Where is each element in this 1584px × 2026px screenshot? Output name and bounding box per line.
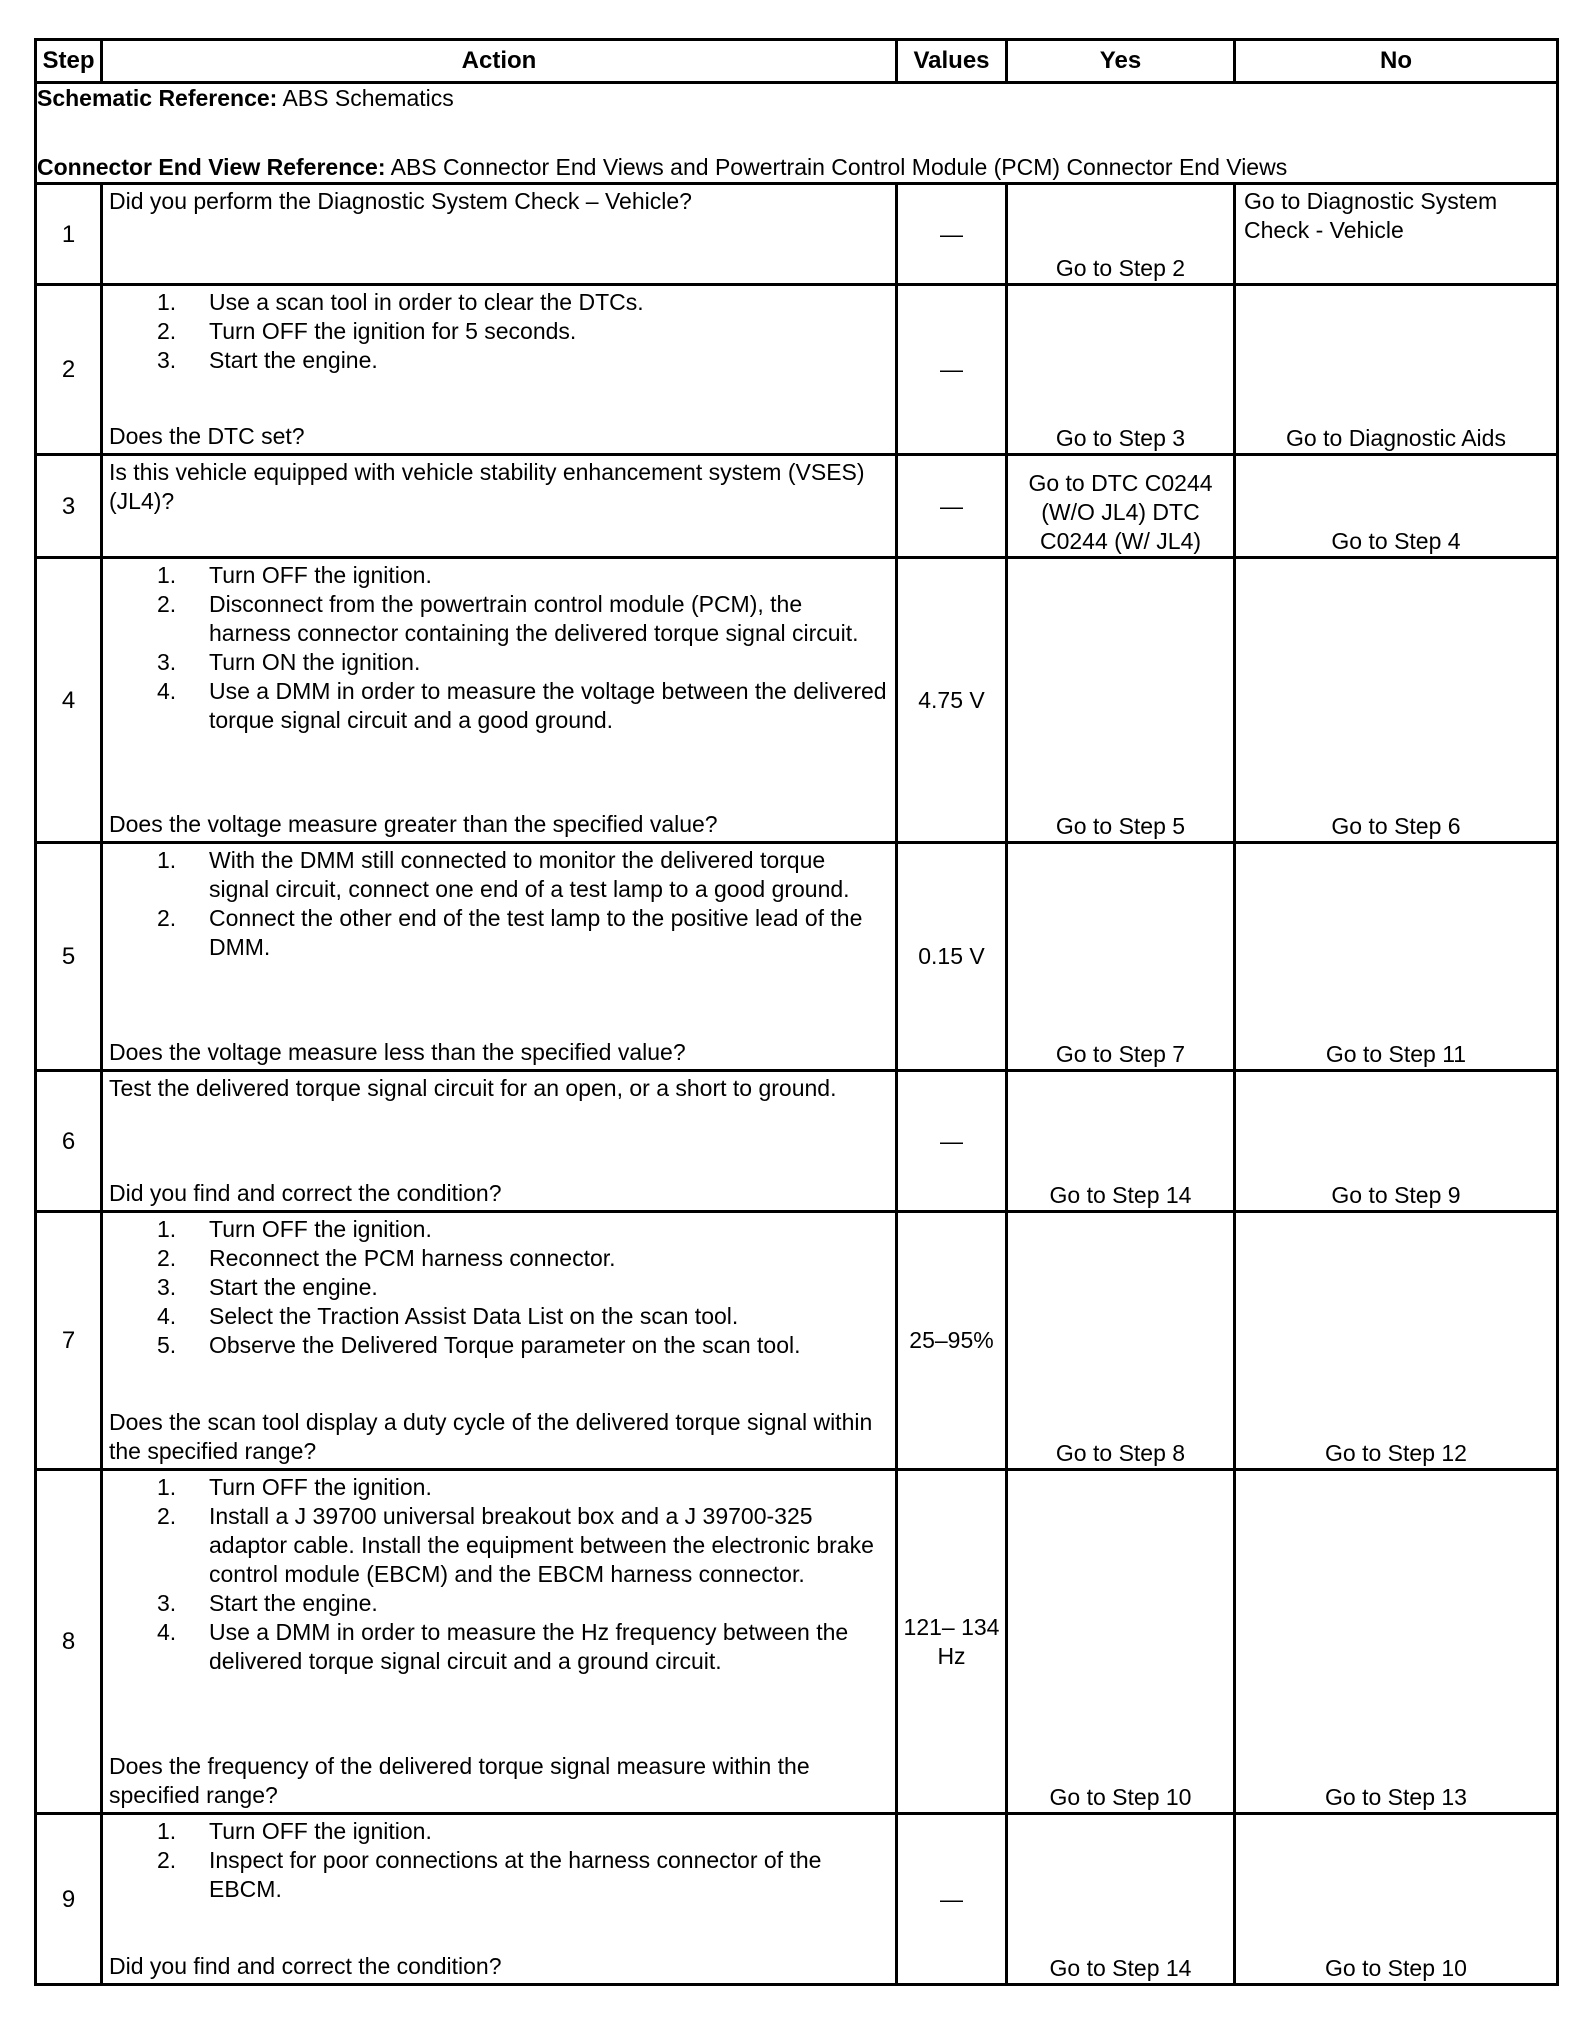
action-content [103,1815,895,1983]
yes-cell [1007,1212,1235,1470]
yes-cell [1007,843,1235,1071]
action-question: Does the voltage measure less than the specified value? [109,1039,686,1065]
action-cell [102,1071,897,1212]
action-cell [102,1814,897,1985]
table-row [36,843,1558,1071]
table-row [36,558,1558,843]
header-yes: Yes [1007,40,1235,83]
no-cell [1235,184,1558,285]
action-step-item: Turn OFF the ignition. [209,562,432,588]
action-step-item: Turn OFF the ignition for 5 seconds. [209,318,577,344]
value-cell: — [897,285,1007,455]
yes-cell [1007,455,1235,558]
yes-cell [1007,184,1235,285]
action-text: Is this vehicle equipped with vehicle stability enhancement system (VSES) (JL4)? [109,459,865,514]
yes-cell [1007,558,1235,843]
step-number: 1 [36,184,102,285]
action-question: Does the voltage measure greater than the specified value? [109,811,718,837]
yes-action-link: Go to DTC C0244 (W/O JL4) DTC C0244 (W/ JL4) [1028,470,1213,554]
value-cell: 121– 134 Hz [897,1470,1007,1814]
schematic-reference [37,84,1556,113]
connector-reference [37,153,1556,182]
no-cell [1235,285,1558,455]
no-action-link: Go to Step 6 [1331,813,1461,839]
action-step-item: Inspect for poor connections at the harness connector of the EBCM. [209,1847,822,1902]
header-step: Step [36,40,102,83]
diagnostic-table [34,38,1559,1986]
header-row [36,40,1558,83]
yes-cell [1007,1470,1235,1814]
action-content [103,286,895,453]
reference-cell [36,83,1558,184]
yes-action-link: Go to Step 2 [1055,255,1186,281]
no-action-link: Go to Step 13 [1325,1784,1467,1810]
step-number: 8 [36,1470,102,1814]
yes-action-link: Go to Step 14 [1049,1955,1192,1981]
no-cell [1235,455,1558,558]
yes-action-link: Go to Step 10 [1049,1784,1192,1810]
action-question: Does the scan tool display a duty cycle of the delivered torque signal within the specified range? [109,1409,873,1464]
action-steps [109,1473,889,1676]
action-content [103,1072,895,1210]
value-cell: — [897,1814,1007,1985]
value-cell: — [897,455,1007,558]
action-question: Does the frequency of the delivered torque signal measure within the specified range? [109,1753,810,1808]
value-cell: — [897,184,1007,285]
step-number: 5 [36,843,102,1071]
yes-action-link: Go to Step 7 [1055,1041,1186,1067]
no-cell [1235,1814,1558,1985]
step-number: 3 [36,455,102,558]
action-cell [102,455,897,558]
table-row [36,285,1558,455]
value-cell: 0.15 V [897,843,1007,1071]
action-step-item: Turn OFF the ignition. [209,1216,432,1242]
action-step-item: Turn OFF the ignition. [209,1474,432,1500]
table-row [36,1071,1558,1212]
action-step-item: Use a DMM in order to measure the Hz frequency between the delivered torque signal circuit and a ground circuit. [209,1619,849,1674]
action-steps [109,1215,889,1360]
no-cell [1235,1071,1558,1212]
action-cell [102,1470,897,1814]
header-values: Values [897,40,1007,83]
action-step-item: Install a J 39700 universal breakout box and a J 39700-325 adaptor cable. Install the equipment between the electronic brake control module (EBCM) and the EBCM harness connector. [209,1503,874,1587]
no-action-link: Go to Diagnostic Aids [1286,425,1506,451]
no-action-link: Go to Step 12 [1325,1440,1467,1466]
value-cell: — [897,1071,1007,1212]
reference-row [36,83,1558,184]
connector-reference-text: ABS Connector End Views and Powertrain Control Module (PCM) Connector End Views [385,154,1288,180]
value-cell: 4.75 V [897,558,1007,843]
yes-cell [1007,285,1235,455]
no-cell [1235,558,1558,843]
table-row [36,455,1558,558]
schematic-reference-text: ABS Schematics [277,85,454,111]
action-step-item: Use a scan tool in order to clear the DTCs. [209,289,644,315]
action-step-item: With the DMM still connected to monitor the delivered torque signal circuit, connect one end of a test lamp to a good ground. [209,847,850,902]
action-step-item: Turn OFF the ignition. [209,1818,432,1844]
action-text: Test the delivered torque signal circuit for an open, or a short to ground. [109,1075,837,1101]
action-step-item: Use a DMM in order to measure the voltage between the delivered torque signal circuit and a good ground. [209,678,887,733]
action-question: Did you find and correct the condition? [109,1953,502,1979]
action-steps [109,288,889,375]
step-number: 6 [36,1071,102,1212]
table-row [36,1814,1558,1985]
value-cell: 25–95% [897,1212,1007,1470]
action-content [103,559,895,841]
action-content [103,185,895,283]
action-step-item: Connect the other end of the test lamp to the positive lead of the DMM. [209,905,863,960]
action-steps [109,561,889,735]
yes-action-link: Go to Step 5 [1055,813,1186,839]
step-number: 2 [36,285,102,455]
action-content [103,1471,895,1812]
header-action: Action [102,40,897,83]
no-cell [1235,1212,1558,1470]
no-action-link: Go to Step 10 [1325,1955,1467,1981]
yes-action-link: Go to Step 14 [1049,1182,1192,1208]
action-step-item: Start the engine. [209,347,378,373]
action-steps [109,1817,889,1904]
action-step-item: Turn ON the ignition. [209,649,421,675]
step-number: 4 [36,558,102,843]
action-cell [102,285,897,455]
action-content [103,1213,895,1468]
no-action-link: Go to Step 11 [1325,1041,1467,1067]
action-cell [102,1212,897,1470]
action-step-item: Select the Traction Assist Data List on the scan tool. [209,1303,739,1329]
yes-action-link: Go to Step 3 [1055,425,1186,451]
action-cell [102,558,897,843]
action-text: Did you perform the Diagnostic System Check – Vehicle? [109,188,692,214]
connector-reference-label: Connector End View Reference: [37,154,386,180]
action-cell [102,184,897,285]
action-content [103,844,895,1069]
action-step-item: Start the engine. [209,1274,378,1300]
action-steps [109,846,889,962]
action-step-item: Observe the Delivered Torque parameter on the scan tool. [209,1332,801,1358]
action-question: Did you find and correct the condition? [109,1180,502,1206]
action-question: Does the DTC set? [109,423,305,449]
no-action-link: Go to Step 4 [1331,528,1461,554]
action-step-item: Reconnect the PCM harness connector. [209,1245,616,1271]
no-cell [1235,843,1558,1071]
header-no: No [1235,40,1558,83]
table-row [36,184,1558,285]
schematic-reference-label: Schematic Reference: [37,85,278,111]
action-cell [102,843,897,1071]
table-row [36,1212,1558,1470]
yes-cell [1007,1814,1235,1985]
step-number: 9 [36,1814,102,1985]
yes-action-link: Go to Step 8 [1055,1440,1186,1466]
action-step-item: Start the engine. [209,1590,378,1616]
action-content [103,456,895,556]
yes-cell [1007,1071,1235,1212]
no-action-link: Go to Step 9 [1331,1182,1461,1208]
no-action-link: Go to Diagnostic System Check - Vehicle [1244,188,1498,243]
action-step-item: Disconnect from the powertrain control module (PCM), the harness connector containing the delivered torque signal circuit. [209,591,859,646]
no-cell [1235,1470,1558,1814]
table-row [36,1470,1558,1814]
step-number: 7 [36,1212,102,1470]
